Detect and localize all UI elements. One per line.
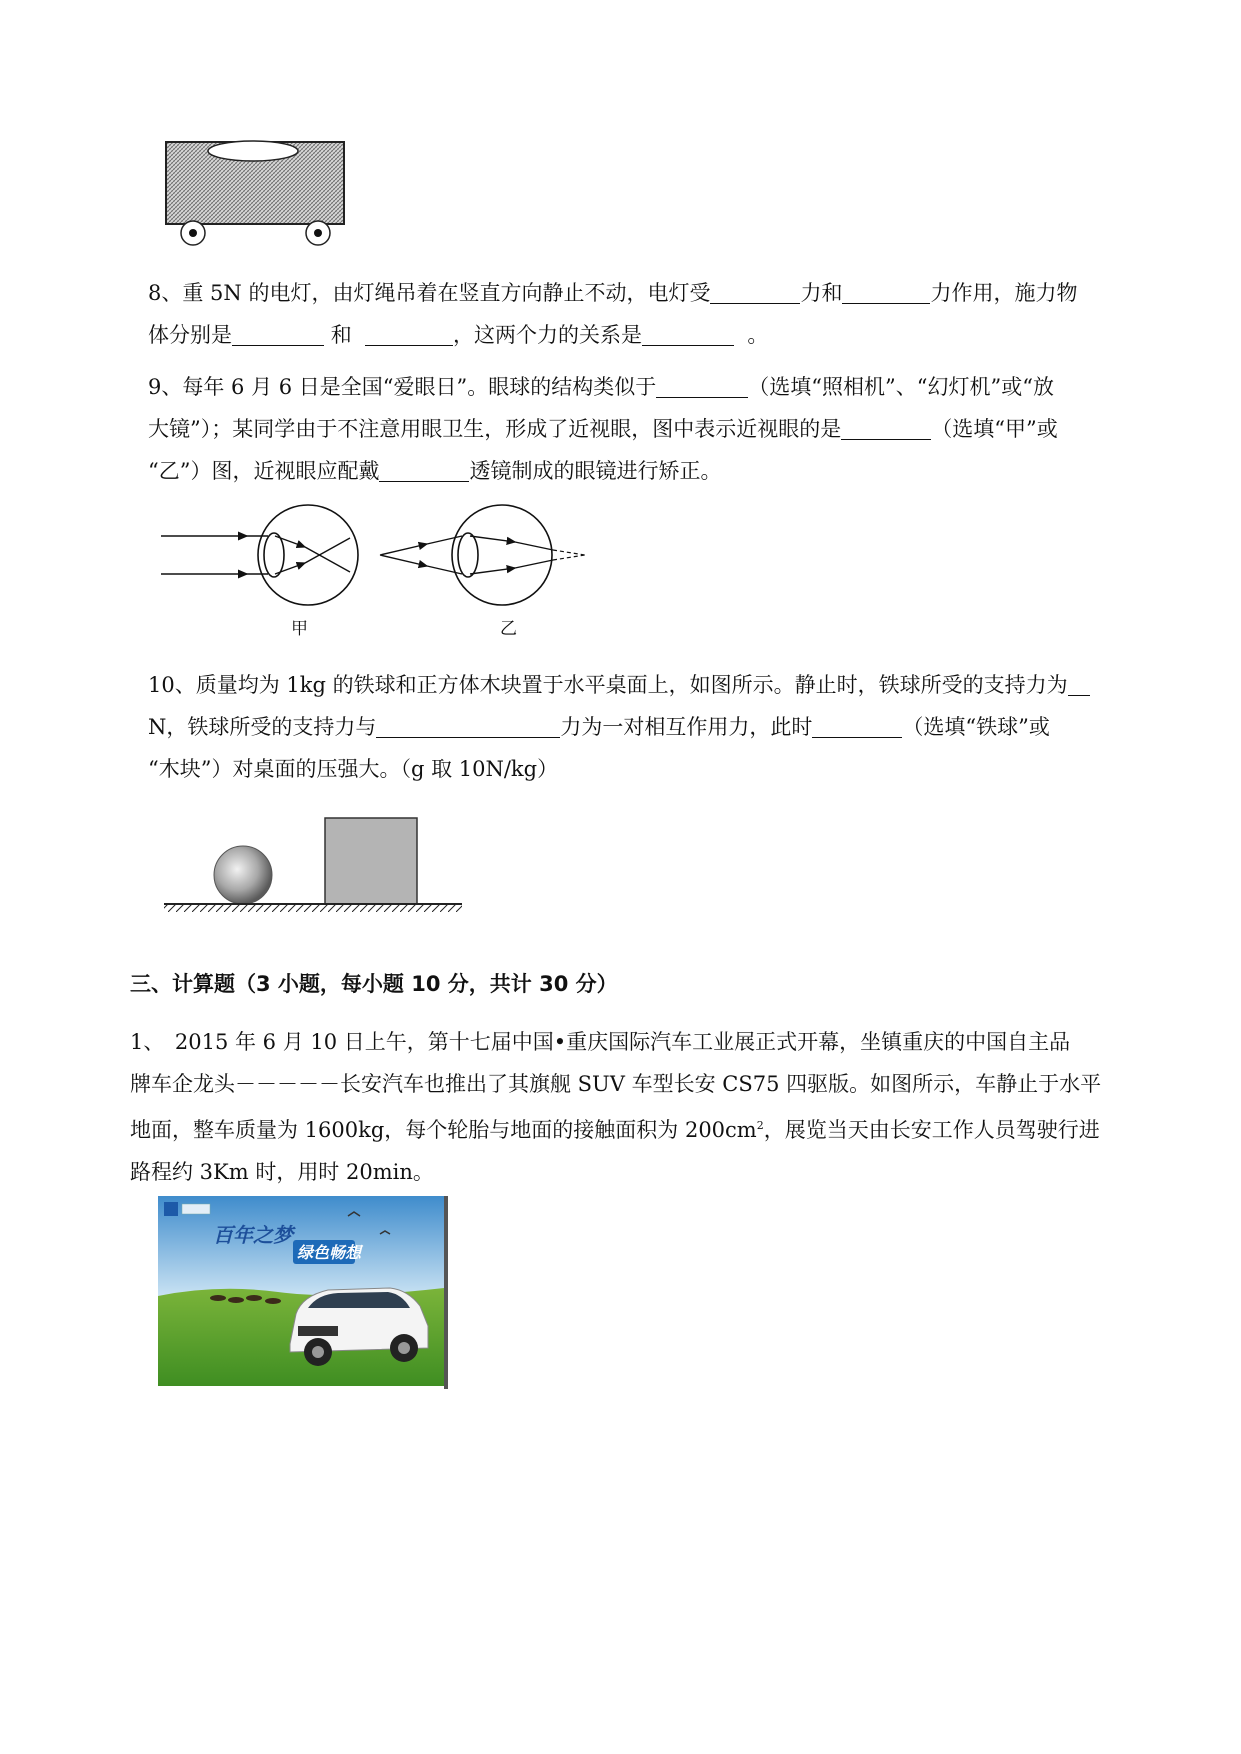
eye-diagram-yi: [380, 505, 585, 639]
ad-headline-1: 百年之梦: [213, 1223, 293, 1247]
label-yi: 乙: [500, 619, 517, 639]
question-9: 9、每年 6 月 6 日是全国“爱眼日”。眼球的结构类似于 （选填“照相机”、“幻灯机”或“放 大镜”）；某同学由于不注意用眼卫生，形成了近视眼，图中表示近视眼的是 （选填“甲”或 “乙”）图，近视眼应配戴 透镜制成的眼镜进行矫正。: [148, 375, 1058, 483]
answer-blank: [379, 457, 469, 482]
section-heading: 三、计算题（3 小题，每小题 10 分，共计 30 分）: [130, 972, 618, 996]
answer-blank: [1068, 671, 1090, 696]
answer-blank: [365, 321, 453, 346]
answer-blank: [841, 415, 931, 440]
question-8: 8、重 5N 的电灯，由灯绳吊着在竖直方向静止不动，电灯受 力和 力作用，施力物 体分别是 和 ，这两个力的关系是 。: [148, 281, 1078, 347]
answer-blank: [642, 321, 734, 346]
answer-blank: [232, 321, 324, 346]
eye-diagram-jia: [161, 505, 358, 639]
car-ad-image: [158, 1196, 450, 1389]
cart-figure: [160, 135, 360, 255]
ad-headline-2: 绿色畅想: [297, 1243, 362, 1262]
answer-blank: [376, 713, 560, 738]
calc-question-1: 1、 2015 年 6 月 10 日上午，第十七届中国•重庆国际汽车工业展正式开幕，坐镇重庆的中国自主品 牌车企龙头－－－－－长安汽车也推出了其旗舰 SUV 车型长安 CS75 四驱版。如图所示，车静止于水平 地面，整车质量为 1600kg，每个轮胎与地面的接触面积为 $200cm^2$，展览当天由长安工作人员驾驶行进 路程约 3Km 时，用时 20min。: [130, 1030, 1102, 1184]
answer-blank: [710, 279, 800, 304]
ball-block-figure: [160, 800, 480, 935]
eye-diagrams: [155, 500, 615, 650]
brand-logo-icon: [164, 1202, 178, 1216]
question-10: 10、质量均为 1kg 的铁球和正方体木块置于水平桌面上，如图所示。静止时，铁球所受的支持力为 N，铁球所受的支持力与 力为一对相互作用力，此时 （选填“铁球”或 “木块”）对桌面的压强大。（g 取 10N/kg）: [148, 664, 1153, 790]
answer-blank: [842, 279, 930, 304]
answer-blank: [812, 713, 902, 738]
answer-blank: [656, 373, 748, 398]
label-jia: 甲: [291, 619, 308, 639]
